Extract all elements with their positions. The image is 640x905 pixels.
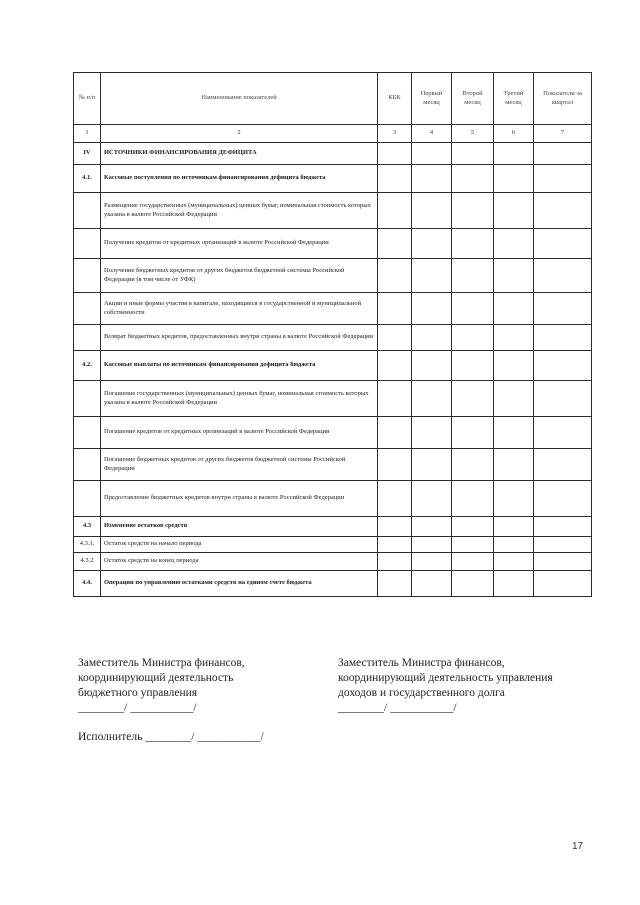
value-cell (494, 571, 534, 597)
header-month-2: Второй месяц (452, 73, 494, 125)
value-cell (494, 537, 534, 553)
value-cell (412, 165, 452, 193)
value-cell (452, 449, 494, 481)
row-name-cell: Остаток средств на начало периода (101, 537, 378, 553)
row-number-cell: 4.3 (74, 517, 101, 537)
row-number-cell: 4.1. (74, 165, 101, 193)
value-cell (534, 553, 592, 571)
row-name-cell: Операции по управлению остатками средств на едином счете бюджета (101, 571, 378, 597)
value-cell (412, 449, 452, 481)
value-cell (378, 193, 412, 229)
row-name-cell: Погашение государственных (муниципальных) ценных бумаг, номинальная стоимость которых указана в валюте Российской Федерации (101, 381, 378, 417)
column-number: 3 (378, 125, 412, 143)
value-cell (494, 417, 534, 449)
value-cell (494, 481, 534, 517)
row-number-cell (74, 449, 101, 481)
header-name: Наименование показателей (101, 73, 378, 125)
value-cell (534, 293, 592, 325)
table-row (74, 293, 592, 325)
value-cell (452, 537, 494, 553)
table-row (74, 517, 592, 537)
column-number: 4 (412, 125, 452, 143)
value-cell (494, 351, 534, 381)
value-cell (412, 381, 452, 417)
executor-signature: Исполнитель ________/ ___________/ (78, 731, 264, 743)
column-number: 6 (494, 125, 534, 143)
signature-right: Заместитель Министра финансов, координирующий деятельность управления доходов и государственного долга ________/ ___________/ (338, 657, 553, 714)
row-name-cell: Изменение остатков средств (101, 517, 378, 537)
value-cell (378, 229, 412, 259)
row-number-cell: 4.3.2 (74, 553, 101, 571)
value-cell (494, 293, 534, 325)
value-cell (378, 143, 412, 165)
table-row (74, 193, 592, 229)
column-number: 2 (101, 125, 378, 143)
value-cell (452, 259, 494, 293)
row-number-cell: IV (74, 143, 101, 165)
value-cell (534, 193, 592, 229)
row-name-cell: Размещение государственных (муниципальных) ценных бумаг, номинальная стоимость которых указана в валюте Российской Федерации (101, 193, 378, 229)
value-cell (494, 259, 534, 293)
value-cell (452, 381, 494, 417)
value-cell (494, 143, 534, 165)
table-row (74, 449, 592, 481)
table-row (74, 381, 592, 417)
value-cell (378, 325, 412, 351)
row-number-cell (74, 259, 101, 293)
row-name-cell: Погашение кредитов от кредитных организаций в валюте Российской Федерации (101, 417, 378, 449)
value-cell (452, 143, 494, 165)
signature-left: Заместитель Министра финансов, координирующий деятельность бюджетного управления ________/ ___________/ (78, 657, 245, 714)
value-cell (452, 293, 494, 325)
value-cell (452, 571, 494, 597)
header-num: № п/п (74, 73, 101, 125)
table-header-row (74, 73, 592, 125)
value-cell (534, 517, 592, 537)
row-number-cell (74, 325, 101, 351)
value-cell (378, 449, 412, 481)
value-cell (494, 165, 534, 193)
column-number: 7 (534, 125, 592, 143)
row-number-cell: 4.4. (74, 571, 101, 597)
row-name-cell: Остаток средств на конец периода (101, 553, 378, 571)
header-month-3: Третий месяц (494, 73, 534, 125)
value-cell (412, 193, 452, 229)
value-cell (378, 481, 412, 517)
value-cell (412, 517, 452, 537)
value-cell (494, 449, 534, 481)
row-number-cell (74, 193, 101, 229)
value-cell (534, 351, 592, 381)
row-number-cell (74, 417, 101, 449)
value-cell (412, 537, 452, 553)
header-kbk: КБК (378, 73, 412, 125)
value-cell (412, 553, 452, 571)
value-cell (534, 417, 592, 449)
column-number: 5 (452, 125, 494, 143)
table-row (74, 143, 592, 165)
row-name-cell: Возврат бюджетных кредитов, предоставленных внутри страны в валюте Российской Федерации (101, 325, 378, 351)
row-name-cell: Кассовые поступления по источникам финансирования дефицита бюджета (101, 165, 378, 193)
table-body (74, 143, 592, 597)
value-cell (452, 553, 494, 571)
value-cell (494, 553, 534, 571)
value-cell (412, 571, 452, 597)
value-cell (534, 449, 592, 481)
value-cell (412, 229, 452, 259)
value-cell (534, 537, 592, 553)
value-cell (534, 325, 592, 351)
table-row (74, 571, 592, 597)
value-cell (412, 351, 452, 381)
value-cell (378, 381, 412, 417)
value-cell (378, 351, 412, 381)
value-cell (452, 517, 494, 537)
value-cell (412, 293, 452, 325)
value-cell (412, 143, 452, 165)
table-row (74, 537, 592, 553)
table-row (74, 553, 592, 571)
value-cell (534, 229, 592, 259)
value-cell (452, 481, 494, 517)
value-cell (494, 517, 534, 537)
value-cell (452, 193, 494, 229)
row-name-cell: Погашение бюджетных кредитов от других бюджетов бюджетной системы Российской Федерации (101, 449, 378, 481)
value-cell (534, 481, 592, 517)
table-row (74, 417, 592, 449)
value-cell (378, 571, 412, 597)
table-row (74, 481, 592, 517)
row-number-cell (74, 381, 101, 417)
table-row (74, 229, 592, 259)
table-row (74, 165, 592, 193)
value-cell (452, 351, 494, 381)
row-name-cell: Получение бюджетных кредитов от других бюджетов бюджетной системы Российской Федерации (в том числе от УФК) (101, 259, 378, 293)
row-number-cell (74, 293, 101, 325)
value-cell (378, 417, 412, 449)
cash-plan-table (73, 72, 592, 597)
value-cell (534, 259, 592, 293)
value-cell (452, 417, 494, 449)
row-number-cell: 4.3.1. (74, 537, 101, 553)
value-cell (534, 571, 592, 597)
row-name-cell: Получение кредитов от кредитных организаций в валюте Российской Федерации (101, 229, 378, 259)
value-cell (378, 537, 412, 553)
value-cell (534, 381, 592, 417)
row-number-cell: 4.2. (74, 351, 101, 381)
value-cell (534, 165, 592, 193)
value-cell (378, 553, 412, 571)
value-cell (494, 229, 534, 259)
value-cell (494, 325, 534, 351)
value-cell (412, 259, 452, 293)
page-number: 17 (572, 841, 584, 852)
value-cell (412, 417, 452, 449)
value-cell (494, 381, 534, 417)
value-cell (494, 193, 534, 229)
column-number-row (74, 125, 592, 143)
value-cell (378, 293, 412, 325)
column-number: 1 (74, 125, 101, 143)
value-cell (412, 325, 452, 351)
value-cell (378, 259, 412, 293)
header-month-1: Первый месяц (412, 73, 452, 125)
row-name-cell: Акции и иные формы участия в капитале, находящиеся в государственной и муниципальной собственности (101, 293, 378, 325)
table-row (74, 351, 592, 381)
value-cell (452, 165, 494, 193)
table-row (74, 325, 592, 351)
row-number-cell (74, 229, 101, 259)
row-name-cell: Предоставление бюджетных кредитов внутри страны в валюте Российской Федерации (101, 481, 378, 517)
table-row (74, 259, 592, 293)
row-name-cell: Кассовые выплаты по источникам финансирования дефицита бюджета (101, 351, 378, 381)
row-number-cell (74, 481, 101, 517)
row-name-cell: ИСТОЧНИКИ ФИНАНСИРОВАНИЯ ДЕФИЦИТА (101, 143, 378, 165)
value-cell (452, 325, 494, 351)
value-cell (534, 143, 592, 165)
header-quarter: Показатели за квартал (534, 73, 592, 125)
value-cell (452, 229, 494, 259)
value-cell (378, 165, 412, 193)
value-cell (412, 481, 452, 517)
value-cell (378, 517, 412, 537)
